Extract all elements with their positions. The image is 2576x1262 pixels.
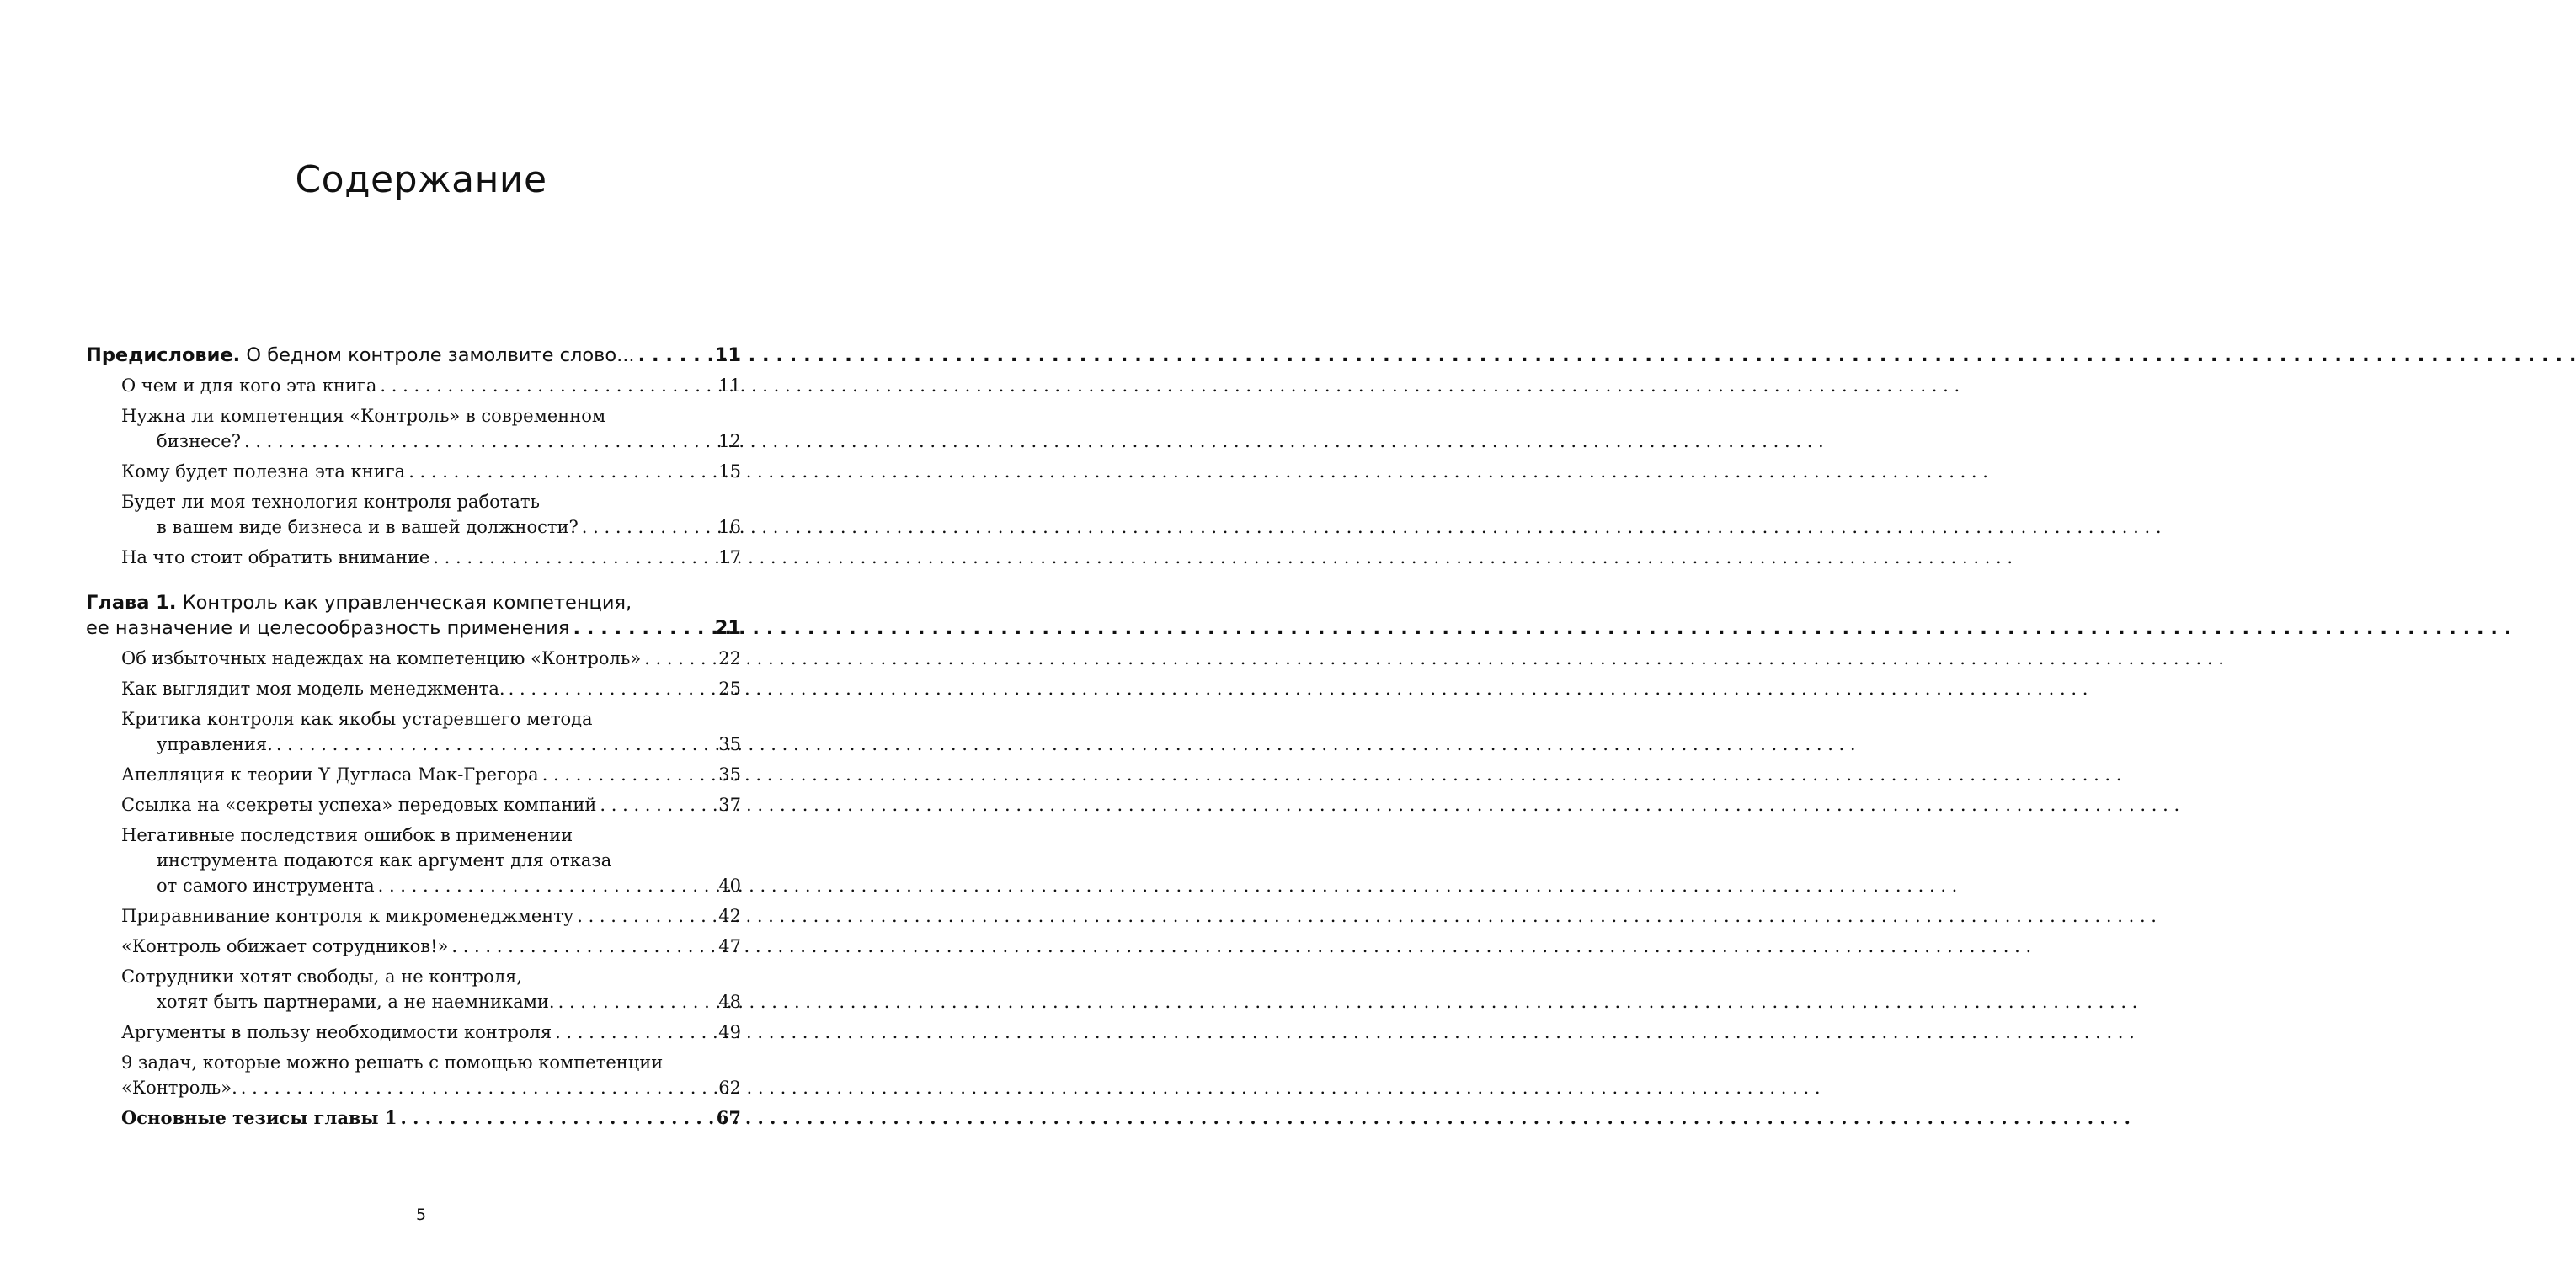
section-title: Критика контроля как якобы устаревшего метода <box>121 709 593 729</box>
toc-section[interactable] <box>86 964 741 1014</box>
page-number: 21 <box>714 617 741 639</box>
section-title: Об избыточных надеждах на компетенцию «Контроль» <box>121 648 642 668</box>
page-number: 35 <box>718 734 741 754</box>
section-title: Приравнивание контроля к микроменеджменту <box>121 906 574 926</box>
toc-section[interactable] <box>86 676 741 701</box>
section-title-cont: хотят быть партнерами, а не наемниками. <box>157 992 555 1012</box>
toc-section[interactable] <box>86 706 741 757</box>
page-number: 37 <box>718 795 741 815</box>
toc-section[interactable] <box>86 903 741 929</box>
toc-chapter-1[interactable] <box>86 590 741 641</box>
toc-section[interactable] <box>86 1050 741 1100</box>
toc-section[interactable] <box>86 373 741 398</box>
section-title: На что стоит обратить внимание <box>121 547 430 567</box>
toc-section[interactable] <box>86 792 741 817</box>
section-title-cont: управления. <box>157 734 273 754</box>
section-title: «Контроль обижает сотрудников!» <box>121 936 449 956</box>
page-title: Содержание <box>295 158 547 201</box>
section-title: Сотрудники хотят свободы, а не контроля, <box>121 966 523 987</box>
section-title: Как выглядит моя модель менеджмента. <box>121 679 505 699</box>
page-number: 16 <box>718 517 741 537</box>
page-number: 40 <box>718 876 741 896</box>
section-title: Негативные последствия ошибок в применении <box>121 825 573 845</box>
section-title: Будет ли моя технология контроля работать <box>121 492 540 512</box>
section-title-cont: «Контроль». <box>121 1078 237 1098</box>
section-title: Нужна ли компетенция «Контроль» в современном <box>121 406 606 426</box>
chapter-title: О бедном контроле замолвите слово... <box>246 344 635 366</box>
chapter-lead: Глава 1. <box>86 592 177 614</box>
section-title-cont: в вашем виде бизнеса и в вашей должности? <box>157 517 579 537</box>
page-number: 22 <box>718 648 741 668</box>
section-title: 9 задач, которые можно решать с помощью компетенции <box>121 1052 664 1073</box>
section-title: Кому будет полезна эта книга <box>121 461 406 482</box>
page-number: 62 <box>718 1078 741 1098</box>
section-title: Ссылка на «секреты успеха» передовых компаний <box>121 795 597 815</box>
section-title: Основные тезисы главы 1 <box>121 1107 397 1128</box>
section-title-cont: бизнесе? <box>157 431 241 451</box>
toc-section[interactable] <box>86 646 741 671</box>
page-number: 42 <box>718 906 741 926</box>
section-title-cont: от самого инструмента <box>157 876 375 896</box>
toc-section[interactable] <box>86 403 741 454</box>
page-number-footer: 5 <box>415 1206 427 1224</box>
section-title-cont: инструмента подаются как аргумент для отказа <box>157 850 612 871</box>
chapter-lead: Предисловие. <box>86 344 241 366</box>
page-number: 25 <box>718 679 741 699</box>
page-number: 47 <box>718 936 741 956</box>
toc-section[interactable] <box>86 459 741 484</box>
section-title: Апелляция к теории Y Дугласа Мак-Грегора <box>121 764 539 785</box>
chapter-title: Контроль как управленческая компетенция, <box>182 592 632 614</box>
page-number: 67 <box>716 1107 741 1128</box>
page-number: 35 <box>718 764 741 785</box>
page-number: 11 <box>718 375 741 396</box>
section-title: Аргументы в пользу необходимости контроля <box>121 1022 552 1042</box>
toc-section[interactable] <box>86 1020 741 1045</box>
page-number: 15 <box>718 461 741 482</box>
page-number: 11 <box>714 344 741 366</box>
section-title: О чем и для кого эта книга <box>121 375 377 396</box>
toc-section[interactable] <box>86 762 741 787</box>
page-number: 17 <box>718 547 741 567</box>
toc-section[interactable] <box>86 934 741 959</box>
toc-section[interactable] <box>86 489 741 540</box>
toc-chapter-preface[interactable] <box>86 343 741 368</box>
page-number: 49 <box>718 1022 741 1042</box>
chapter-title-cont: ее назначение и целесообразность применения <box>86 617 570 639</box>
page-number: 12 <box>718 431 741 451</box>
table-of-contents <box>86 343 741 1131</box>
page-number: 48 <box>718 992 741 1012</box>
toc-section[interactable] <box>86 823 741 898</box>
toc-section-summary[interactable] <box>86 1105 741 1131</box>
toc-section[interactable] <box>86 545 741 570</box>
